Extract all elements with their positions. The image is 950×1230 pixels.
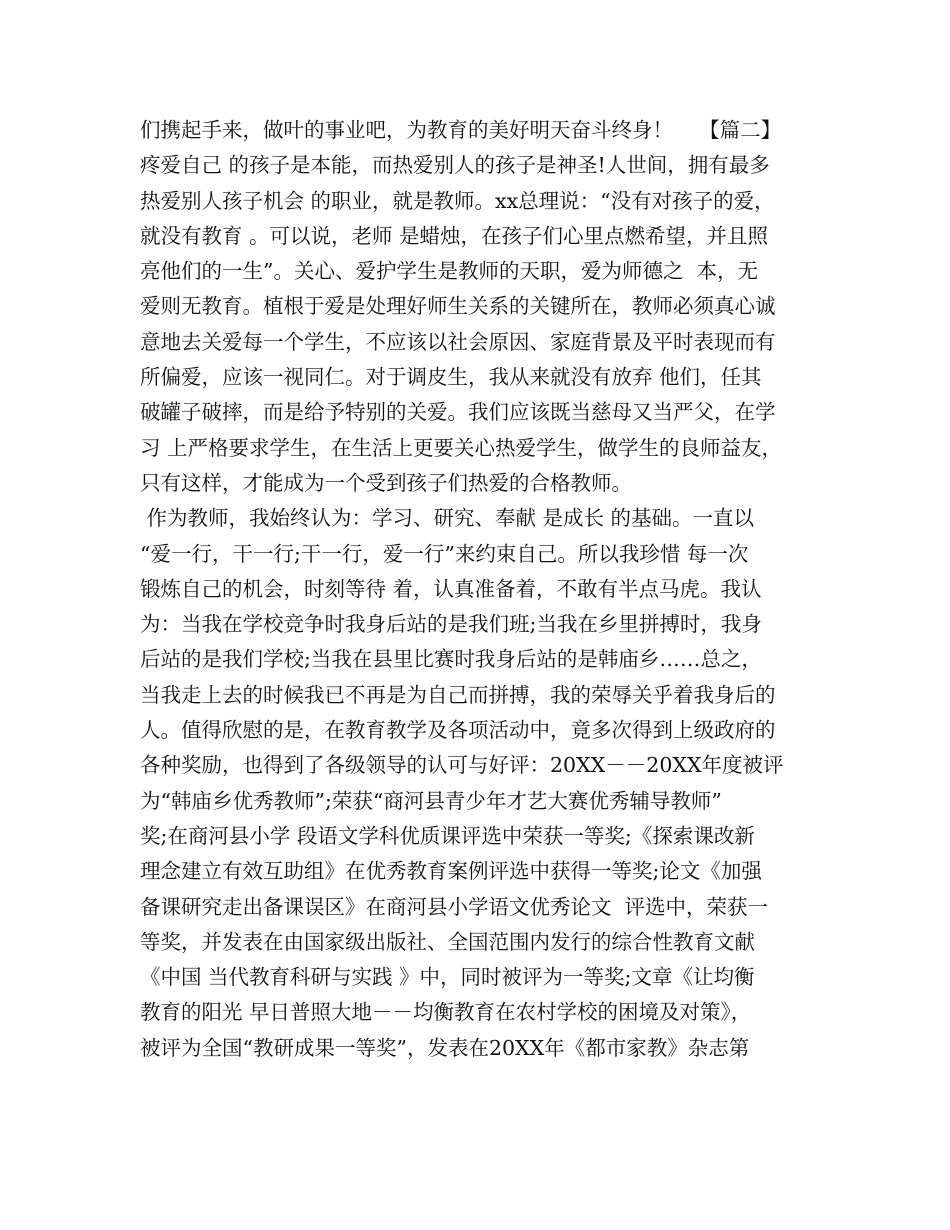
- text-line-25: 《中国 当代教育科研与实践 》中，同时被评为一等奖;文章《让均衡: [140, 965, 755, 990]
- text-line-24: 等奖，并发表在由国家级出版社、全国范围内发行的综合性教育文献: [140, 929, 755, 954]
- text-line-5: 亮他们的一生”。关心、爱护学生是教师的天职，爱为师德之 本，无: [140, 259, 759, 284]
- text-line-11: 只有这样，才能成为一个受到孩子们热爱的合格教师。: [140, 470, 632, 495]
- text-line-10: 习 上严格要求学生，在生活上更要关心热爱学生，做学生的良师益友，: [140, 435, 783, 460]
- text-line-22: 理念建立有效互助组》在优秀教育案例评选中获得一等奖;论文《加强: [140, 859, 762, 884]
- text-line-20: 为“韩庙乡优秀教师”;荣获“商河县青少年才艺大赛优秀辅导教师”: [140, 788, 722, 813]
- section-heading: 【篇二】: [699, 118, 782, 142]
- text-line-21: 奖;在商河县小学 段语文学科优质课评选中荣获一等奖;《探索课改新: [140, 823, 755, 848]
- text-line-16: 后站的是我们学校;当我在县里比赛时我身后站的是韩庙乡……总之，: [140, 647, 762, 672]
- text-line-27: 被评为全国“教研成果一等奖”，发表在20XX年《都市家教》杂志第: [140, 1035, 750, 1060]
- text-line-9: 破罐子破摔，而是给予特别的关爱。我们应该既当慈母又当严父，在学: [140, 400, 776, 425]
- text-line-17: 当我走上去的时候我已不再是为自己而拼搏，我的荣辱关乎着我身后的: [140, 682, 776, 707]
- text-line-15: 为：当我在学校竞争时我身后站的是我们班;当我在乡里拼搏时，我身: [140, 612, 762, 637]
- text-line-8: 所偏爱，应该一视同仁。对于调皮生，我从来就没有放弃 他们，任其: [140, 365, 762, 390]
- text-line-18: 人。值得欣慰的是，在教育教学及各项活动中，竟多次得到上级政府的: [140, 718, 776, 743]
- text-line-13: “爱一行，干一行;干一行，爱一行”来约束自己。所以我珍惜 每一次: [140, 541, 749, 566]
- text-line-4: 就没有教育 。可以说，老师 是蜡烛，在孩子们心里点燃希望，并且照: [140, 223, 769, 248]
- text-line-19: 各种奖励，也得到了各级领导的认可与好评：20XX－－20XX年度被评: [140, 753, 784, 778]
- text-line-7: 意地去关爱每一个学生，不应该以社会原因、家庭背景及平时表现而有: [140, 329, 776, 354]
- section-heading-spacer: [673, 118, 699, 142]
- text-line-1-content: 们携起手来，做叶的事业吧，为教育的美好明天奋斗终身！: [140, 118, 673, 142]
- text-line-12: 作为教师，我始终认为：学习、研究、奉献 是成长 的基础。一直以: [140, 506, 755, 531]
- text-line-2: 疼爱自己 的孩子是本能，而热爱别人的孩子是神圣!人世间，拥有最多: [140, 153, 770, 178]
- text-line-6: 爱则无教育。植根于爱是处理好师生关系的关键所在，教师必须真心诚: [140, 294, 776, 319]
- text-line-23: 备课研究走出备课误区》在商河县小学语文优秀论文 评选中，荣获一: [140, 894, 769, 919]
- text-line-1: [140, 113, 840, 148]
- text-line-26: 教育的阳光 早日普照大地－－均衡教育在农村学校的困境及对策》，: [140, 1000, 752, 1025]
- text-line-3: 热爱别人孩子机会 的职业，就是教师。xx总理说：“没有对孩子的爱，: [140, 188, 775, 213]
- text-line-14: 锻炼自己的机会，时刻等待 着，认真准备着，不敢有半点马虎。我认: [140, 576, 762, 601]
- body-text: [140, 113, 840, 1066]
